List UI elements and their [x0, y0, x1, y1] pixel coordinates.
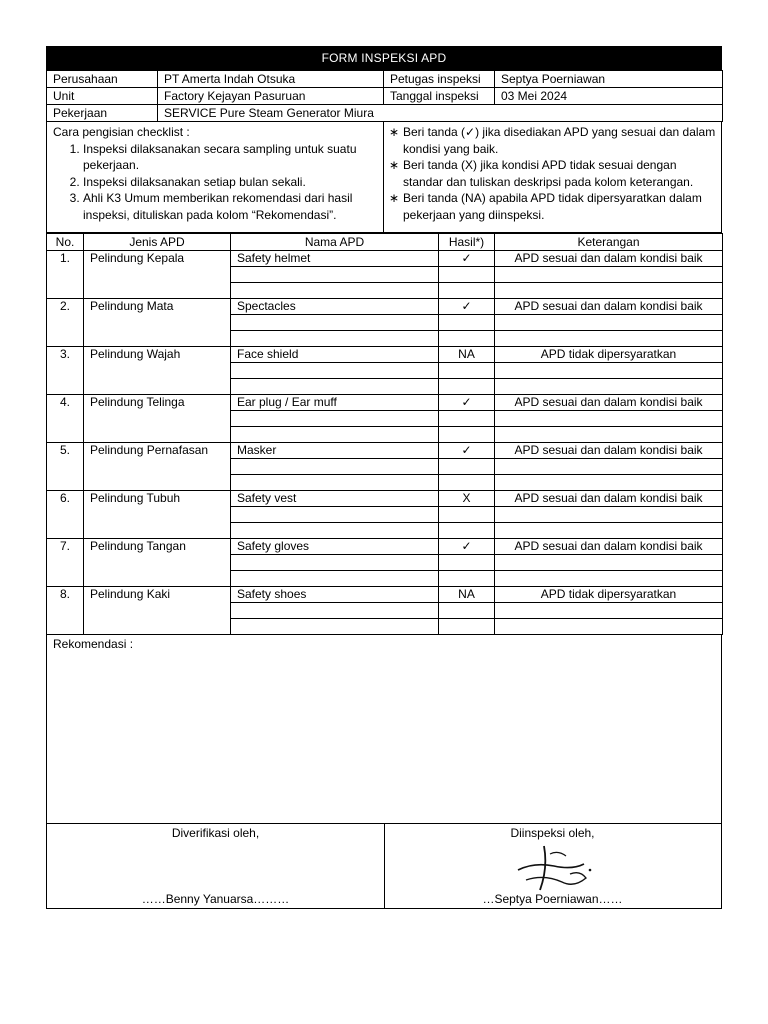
empty-cell [439, 411, 495, 427]
steps-list [53, 141, 383, 224]
empty-cell [231, 427, 439, 443]
row-number: 1. [47, 251, 84, 299]
row-jenis: Pelindung Kaki [84, 587, 231, 635]
table-row [47, 587, 723, 603]
instructions-heading: Cara pengisian checklist : [53, 125, 190, 139]
recommendation-box [46, 635, 722, 824]
row-number: 2. [47, 299, 84, 347]
empty-cell [231, 571, 439, 587]
row-hasil: X [439, 491, 495, 507]
row-jenis: Pelindung Tubuh [84, 491, 231, 539]
empty-cell [439, 459, 495, 475]
inspected-name: …Septya Poerniawan…… [482, 892, 623, 906]
row-number: 5. [47, 443, 84, 491]
recommendation-label: Rekomendasi : [53, 637, 134, 651]
row-nama: Spectacles [231, 299, 439, 315]
instructions-steps [53, 124, 383, 223]
company-label: Perusahaan [47, 71, 158, 88]
table-row [47, 347, 723, 363]
empty-cell [231, 459, 439, 475]
empty-cell [231, 619, 439, 635]
instructions-notes [389, 124, 719, 223]
signature-section [46, 824, 722, 909]
empty-cell [439, 475, 495, 491]
row-nama: Safety vest [231, 491, 439, 507]
asterisk-bullet-icon: ∗ [389, 191, 400, 205]
empty-cell [495, 427, 723, 443]
empty-cell [231, 315, 439, 331]
row-keterangan: APD tidak dipersyaratkan [495, 347, 723, 363]
col-header-nama: Nama APD [231, 234, 439, 251]
empty-cell [231, 523, 439, 539]
row-nama: Safety gloves [231, 539, 439, 555]
note-item: ∗ Beri tanda (NA) apabila APD tidak dipersyaratkan dalam pekerjaan yang diinspeksi. [389, 191, 702, 222]
date-label: Tanggal inspeksi [384, 88, 495, 105]
empty-cell [439, 379, 495, 395]
job-value: SERVICE Pure Steam Generator Miura [158, 105, 723, 122]
row-keterangan: APD sesuai dan dalam kondisi baik [495, 299, 723, 315]
empty-cell [439, 507, 495, 523]
asterisk-bullet-icon: ∗ [389, 158, 400, 172]
table-row [47, 251, 723, 267]
empty-cell [231, 379, 439, 395]
row-nama: Safety helmet [231, 251, 439, 267]
apd-table [46, 233, 723, 635]
empty-cell [439, 427, 495, 443]
col-header-no: No. [47, 234, 84, 251]
row-keterangan: APD sesuai dan dalam kondisi baik [495, 395, 723, 411]
row-hasil: ✓ [439, 299, 495, 315]
unit-label: Unit [47, 88, 158, 105]
row-nama: Safety shoes [231, 587, 439, 603]
verified-name: ……Benny Yanuarsa……… [141, 892, 290, 906]
row-keterangan: APD sesuai dan dalam kondisi baik [495, 491, 723, 507]
empty-cell [231, 507, 439, 523]
empty-cell [231, 411, 439, 427]
inspector-value: Septya Poerniawan [495, 71, 723, 88]
step-item: 2. Inspeksi dilaksanakan setiap bulan sekali. [83, 174, 383, 191]
empty-cell [495, 507, 723, 523]
row-jenis: Pelindung Telinga [84, 395, 231, 443]
row-nama: Masker [231, 443, 439, 459]
instructions-divider [383, 122, 384, 232]
apd-inspection-form [46, 46, 722, 909]
step-item: 1. Inspeksi dilaksanakan secara sampling untuk suatu pekerjaan. [83, 141, 383, 174]
row-nama: Ear plug / Ear muff [231, 395, 439, 411]
row-hasil: NA [439, 587, 495, 603]
row-jenis: Pelindung Tangan [84, 539, 231, 587]
row-nama: Face shield [231, 347, 439, 363]
empty-cell [439, 283, 495, 299]
row-number: 4. [47, 395, 84, 443]
empty-cell [231, 363, 439, 379]
handwritten-signature-icon [514, 840, 594, 894]
verified-label: Diverifikasi oleh, [171, 826, 260, 840]
inspector-signature [384, 824, 721, 908]
empty-cell [439, 267, 495, 283]
unit-value: Factory Kejayan Pasuruan [158, 88, 384, 105]
row-keterangan: APD sesuai dan dalam kondisi baik [495, 539, 723, 555]
empty-cell [231, 555, 439, 571]
empty-cell [231, 603, 439, 619]
empty-cell [495, 475, 723, 491]
table-row [47, 299, 723, 315]
row-jenis: Pelindung Pernafasan [84, 443, 231, 491]
empty-cell [495, 603, 723, 619]
empty-cell [439, 571, 495, 587]
empty-cell [439, 555, 495, 571]
table-row [47, 539, 723, 555]
inspected-label: Diinspeksi oleh, [510, 826, 595, 840]
empty-cell [439, 619, 495, 635]
col-header-jenis: Jenis APD [84, 234, 231, 251]
empty-cell [439, 331, 495, 347]
info-table [46, 70, 723, 122]
empty-cell [495, 283, 723, 299]
step-item: 3. Ahli K3 Umum memberikan rekomendasi dari hasil inspeksi, dituliskan pada kolom “Rekomendasi”. [83, 190, 383, 223]
row-jenis: Pelindung Kepala [84, 251, 231, 299]
note-item: ∗ Beri tanda (✓) jika disediakan APD yang sesuai dan dalam kondisi yang baik. [389, 125, 716, 156]
row-hasil: ✓ [439, 539, 495, 555]
company-value: PT Amerta Indah Otsuka [158, 71, 384, 88]
col-header-keterangan: Keterangan [495, 234, 723, 251]
job-label: Pekerjaan [47, 105, 158, 122]
empty-cell [495, 411, 723, 427]
empty-cell [495, 555, 723, 571]
note-item: ∗ Beri tanda (X) jika kondisi APD tidak sesuai dengan standar dan tuliskan deskripsi pada kolom keterangan. [389, 158, 694, 189]
row-hasil: ✓ [439, 395, 495, 411]
row-hasil: ✓ [439, 251, 495, 267]
row-number: 3. [47, 347, 84, 395]
form-title: FORM INSPEKSI APD [46, 46, 722, 70]
empty-cell [231, 475, 439, 491]
empty-cell [495, 315, 723, 331]
empty-cell [495, 459, 723, 475]
row-number: 8. [47, 587, 84, 635]
empty-cell [495, 523, 723, 539]
row-jenis: Pelindung Wajah [84, 347, 231, 395]
col-header-hasil: Hasil*) [439, 234, 495, 251]
row-number: 6. [47, 491, 84, 539]
table-row [47, 395, 723, 411]
row-number: 7. [47, 539, 84, 587]
row-jenis: Pelindung Mata [84, 299, 231, 347]
row-hasil: ✓ [439, 443, 495, 459]
row-hasil: NA [439, 347, 495, 363]
empty-cell [231, 283, 439, 299]
empty-cell [495, 363, 723, 379]
date-value: 03 Mei 2024 [495, 88, 723, 105]
empty-cell [495, 331, 723, 347]
row-keterangan: APD sesuai dan dalam kondisi baik [495, 443, 723, 459]
empty-cell [495, 267, 723, 283]
empty-cell [439, 363, 495, 379]
empty-cell [439, 315, 495, 331]
instructions-section [46, 122, 722, 233]
empty-cell [231, 331, 439, 347]
empty-cell [495, 571, 723, 587]
row-keterangan: APD sesuai dan dalam kondisi baik [495, 251, 723, 267]
table-row [47, 491, 723, 507]
empty-cell [231, 267, 439, 283]
row-keterangan: APD tidak dipersyaratkan [495, 587, 723, 603]
empty-cell [439, 523, 495, 539]
inspector-label: Petugas inspeksi [384, 71, 495, 88]
table-row [47, 443, 723, 459]
verifier-signature [47, 824, 385, 908]
empty-cell [439, 603, 495, 619]
empty-cell [495, 619, 723, 635]
empty-cell [495, 379, 723, 395]
asterisk-bullet-icon: ∗ [389, 125, 400, 139]
